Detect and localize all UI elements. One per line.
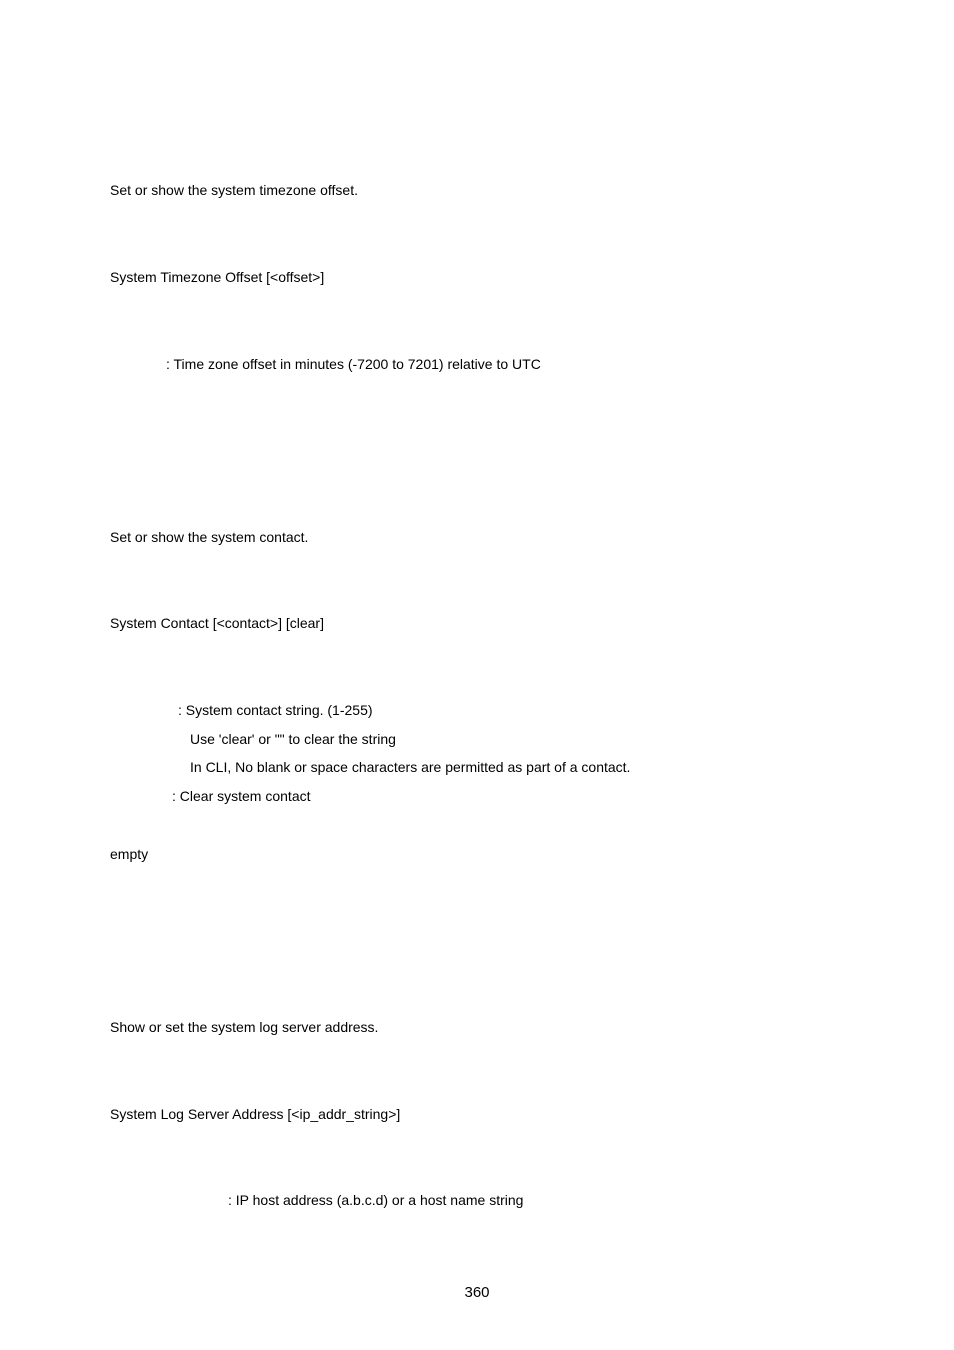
contact-param-contact: : System contact string. (1-255) <box>178 702 373 718</box>
timezone-syntax: System Timezone Offset [<offset>] <box>110 269 325 285</box>
logserver-param-ip-addr: : IP host address (a.b.c.d) or a host name string <box>228 1192 524 1208</box>
contact-param-clear: : Clear system contact <box>172 788 311 804</box>
contact-description: Set or show the system contact. <box>110 529 309 545</box>
timezone-description: Set or show the system timezone offset. <box>110 182 358 198</box>
timezone-param-offset: : Time zone offset in minutes (-7200 to 7201) relative to UTC <box>166 356 541 372</box>
contact-param-contact-note-cli: In CLI, No blank or space characters are permitted as part of a contact. <box>190 759 631 775</box>
contact-param-contact-note-clear: Use 'clear' or "" to clear the string <box>190 731 396 747</box>
contact-default: empty <box>110 846 149 862</box>
logserver-syntax: System Log Server Address [<ip_addr_string>] <box>110 1106 401 1122</box>
page-number: 360 <box>464 1284 490 1301</box>
logserver-description: Show or set the system log server address. <box>110 1019 379 1035</box>
contact-syntax: System Contact [<contact>] [clear] <box>110 615 324 631</box>
